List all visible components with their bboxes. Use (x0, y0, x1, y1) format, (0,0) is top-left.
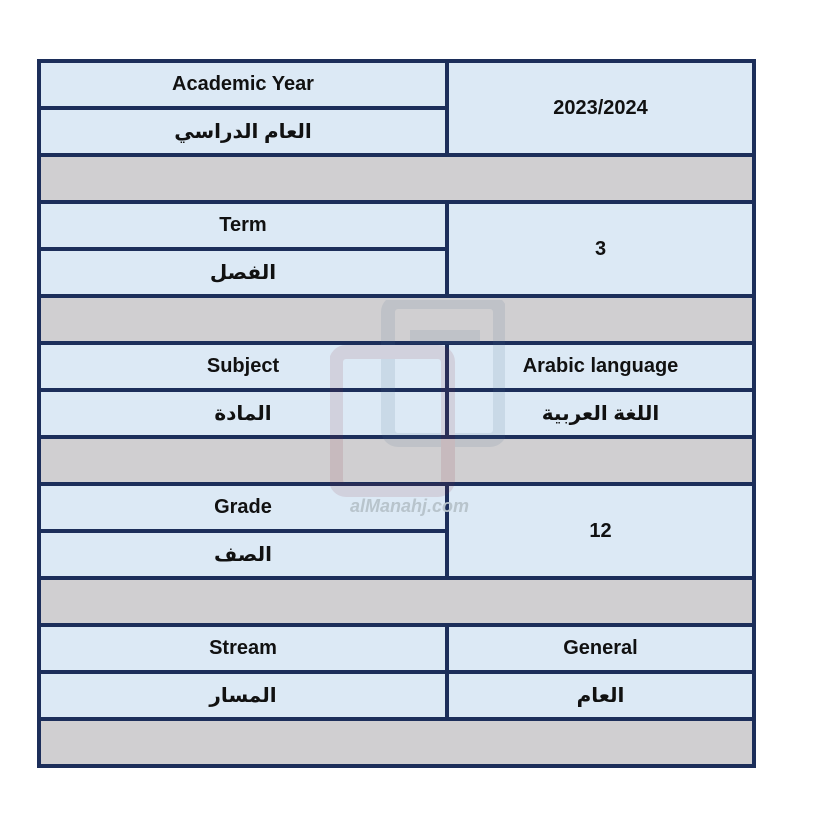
academic-year-label-en: Academic Year (39, 61, 447, 108)
watermark-text: alManahj.com (350, 496, 470, 516)
table-row (39, 343, 754, 390)
academic-year-label-ar: العام الدراسي (39, 108, 447, 155)
stream-value-ar: العام (447, 672, 754, 719)
separator-row (39, 719, 754, 766)
stream-value-en: General (447, 625, 754, 672)
table-row (39, 625, 754, 672)
table-row (39, 202, 754, 249)
term-value: 3 (447, 202, 754, 296)
subject-label-en: Subject (39, 343, 447, 390)
table-row (39, 672, 754, 719)
grade-label-en: Grade (39, 484, 447, 531)
course-info-table (37, 59, 756, 768)
stream-label-en: Stream (39, 625, 447, 672)
grade-label-ar: الصف (39, 531, 447, 578)
separator-row (39, 296, 754, 343)
table-row (39, 390, 754, 437)
separator-row (39, 437, 754, 484)
table-row (39, 484, 754, 531)
term-label-en: Term (39, 202, 447, 249)
subject-value-ar: اللغة العربية (447, 390, 754, 437)
table-row (39, 61, 754, 108)
term-label-ar: الفصل (39, 249, 447, 296)
separator-row (39, 578, 754, 625)
academic-year-value: 2023/2024 (447, 61, 754, 155)
subject-label-ar: المادة (39, 390, 447, 437)
grade-value: 12 (447, 484, 754, 578)
stream-label-ar: المسار (39, 672, 447, 719)
subject-value-en: Arabic language (447, 343, 754, 390)
separator-row (39, 155, 754, 202)
